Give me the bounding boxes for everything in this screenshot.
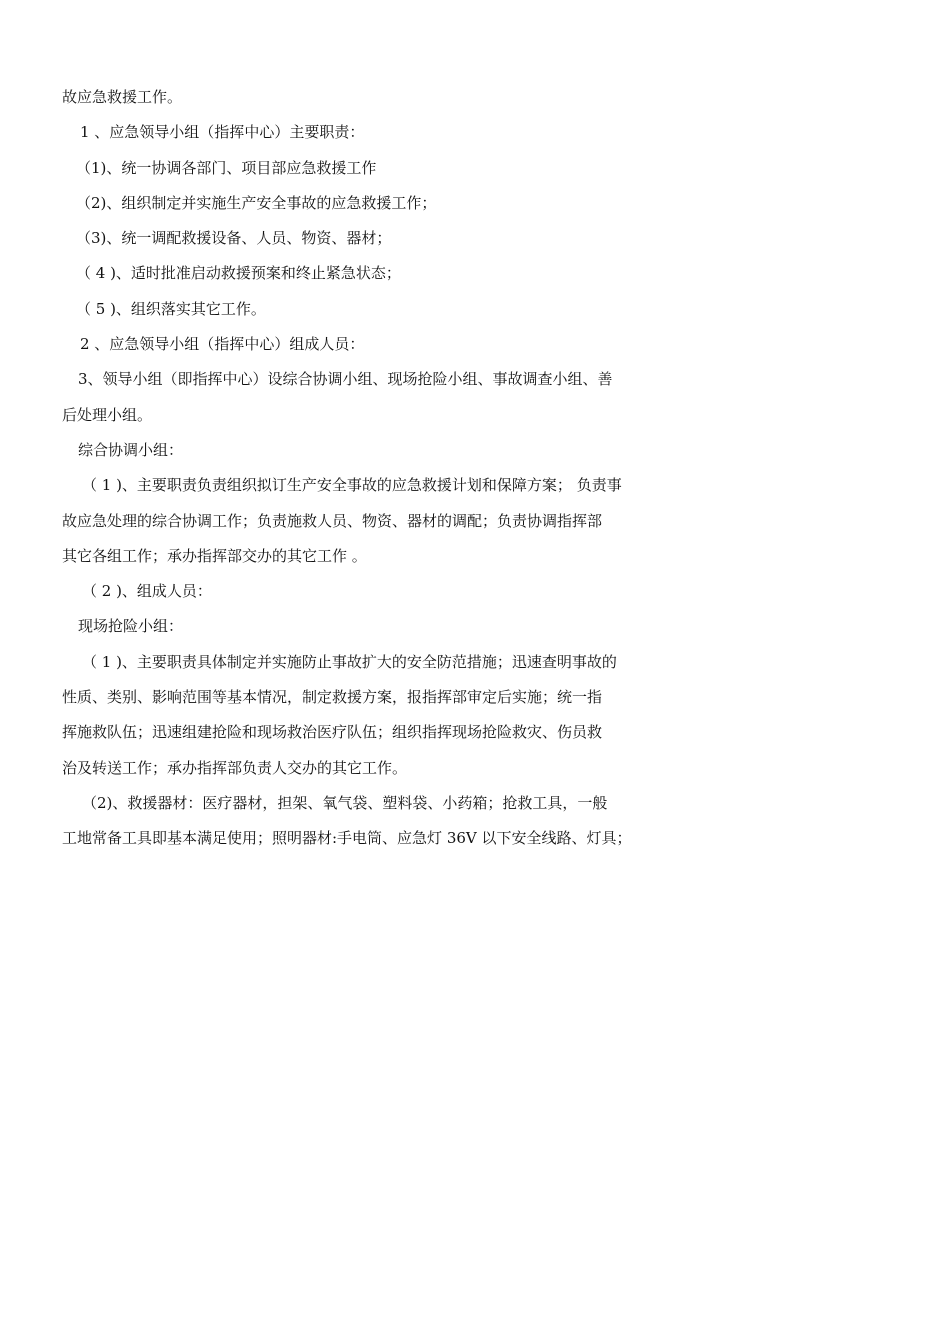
text-line: 故应急救援工作。 <box>62 88 183 106</box>
text-line: 性质、类别、影响范围等基本情况，制定救援方案，报指挥部审定后实施；统一指 <box>62 688 603 707</box>
text-line: （2)、组织制定并实施生产安全事故的应急救援工作； <box>76 193 437 212</box>
text-line: （2)、救援器材：医疗器材，担架、氧气袋、塑料袋、小药箱；抢救工具，一般 <box>82 793 608 812</box>
text-line: （3)、统一调配救援设备、人员、物资、器材； <box>76 229 392 248</box>
text-line: （1)、统一协调各部门、项目部应急救援工作 <box>76 158 377 177</box>
text-line: （ 5 )、组织落实其它工作。 <box>76 299 266 318</box>
text-line: 挥施救队伍；迅速组建抢险和现场救治医疗队伍；组织指挥现场抢险救灾、伤员救 <box>62 723 603 742</box>
text-line: 故应急处理的综合协调工作；负责施救人员、物资、器材的调配；负责协调指挥部 <box>62 511 603 530</box>
text-line: （ 4 )、适时批准启动救援预案和终止紧急状态； <box>76 264 401 283</box>
text-line: 治及转送工作；承办指挥部负责人交办的其它工作。 <box>62 758 408 777</box>
text-line: 3、领导小组（即指挥中心）设综合协调小组、现场抢险小组、事故调查小组、善 <box>78 370 613 389</box>
text-line: 现场抢险小组： <box>78 617 184 636</box>
document-body <box>62 80 674 857</box>
text-line: 2 、应急领导小组（指挥中心）组成人员： <box>80 335 365 354</box>
text-line: 其它各组工作；承办指挥部交办的其它工作 。 <box>62 546 367 565</box>
text-line: 后处理小组。 <box>62 405 153 424</box>
text-line: 综合协调小组： <box>78 440 184 459</box>
text-line: （ 2 )、组成人员： <box>82 582 212 601</box>
text-line: 工地常备工具即基本满足使用；照明器材:手电筒、应急灯 36V 以下安全线路、灯具； <box>62 829 632 848</box>
text-line: 1 、应急领导小组（指挥中心）主要职责： <box>80 123 365 142</box>
text-line: （ 1 )、主要职责负责组织拟订生产安全事故的应急救援计划和保障方案； 负责事 <box>82 476 622 495</box>
text-line: （ 1 )、主要职责具体制定并实施防止事故扩大的安全防范措施；迅速查明事故的 <box>82 652 617 671</box>
